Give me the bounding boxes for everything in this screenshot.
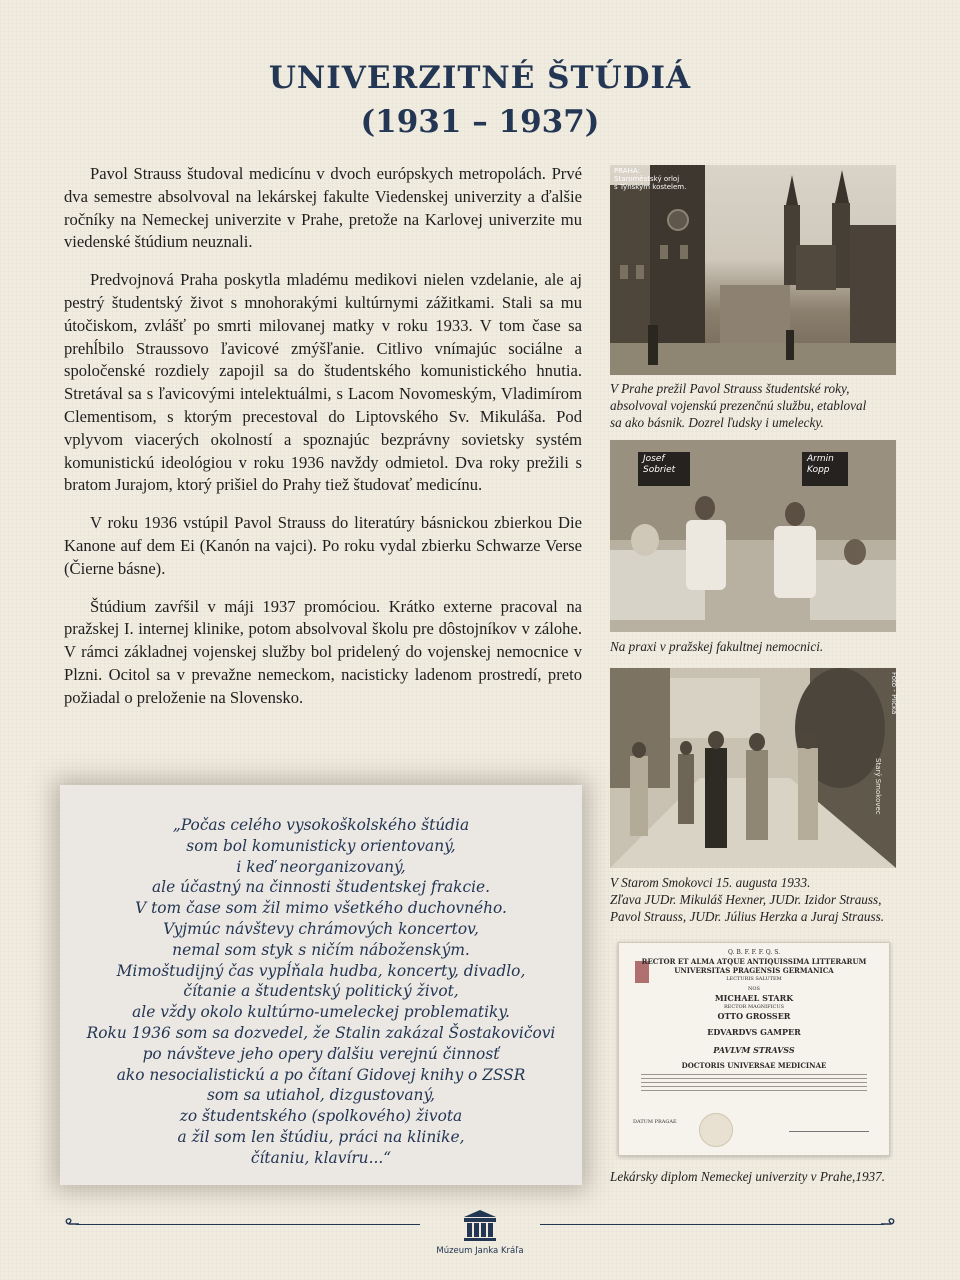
museum-logo-label: Múzeum Janka Kráľa — [436, 1246, 524, 1256]
sign-text: Armin — [807, 454, 834, 464]
body-text — [64, 163, 582, 725]
caption-line: Zľava JUDr. Mikuláš Hexner, JUDr. Izidor Strauss, — [610, 892, 882, 907]
caption-line: Pavol Strauss, JUDr. Július Herzka a Juraj Strauss. — [610, 909, 884, 924]
photo-credit: Foto - Plička — [890, 672, 898, 715]
caption-line: Na praxi v pražskej fakultnej nemocnici. — [610, 639, 824, 654]
quote-line: čítanie a študentský politický život, — [183, 982, 459, 1001]
quote-line: som sa utiahol, dizgustovaný, — [206, 1086, 436, 1105]
quote-line: i keď neorganizovaný, — [236, 857, 406, 876]
footer-divider-right — [540, 1224, 884, 1225]
photo-caption — [610, 874, 930, 925]
paragraph: Štúdium zavŕšil v máji 1937 promóciou. Krátko externe pracoval na pražskej I. internej klinike, potom absolvoval školu pre dôstojníkov v zálohe. V rámci základnej vojenskej služby bol pridelený do vojenskej nemocnice v Plzni. Ocitol sa v prevažne nemeckom, nacisticky ladenom prostredí, preto požiadal o preloženie na Slovensko. — [64, 596, 582, 707]
quote-line: „Počas celého vysokoškolského štúdia — [172, 816, 470, 834]
quote-line: zo študentského (spolkového) života — [179, 1107, 463, 1126]
quote-line: čítaniu, klavíru...“ — [250, 1148, 392, 1167]
quote-line: ale účastný na činnosti študentskej frakcie. — [151, 878, 491, 897]
diploma-seal — [699, 1113, 733, 1147]
quote-line: Vyjmúc návštevy chrámových koncertov, — [163, 919, 479, 938]
quote-line: V tom čase som žil mimo všetkého duchovného. — [135, 899, 507, 918]
diploma-photo — [618, 942, 890, 1156]
diploma-line: DOCTORIS UNIVERSAE MEDICINAE — [681, 1061, 827, 1070]
quote-line: Roku 1936 som sa dozvedel, že Stalin zakázal Šostakovičovi — [86, 1023, 556, 1042]
caption-line: absolvoval vojenskú prezenčnú službu, etabloval — [610, 398, 867, 413]
photo-caption — [610, 638, 910, 655]
photo-caption — [610, 380, 910, 431]
diploma-line: Q. B. F. F. F. Q. S. — [727, 949, 781, 956]
page-subtitle: (1931 – 1937) — [360, 104, 600, 140]
page-title: UNIVERZITNÉ ŠTÚDIÁ — [268, 60, 692, 96]
diploma-signature — [789, 1123, 869, 1132]
paragraph: Pavol Strauss študoval medicínu v dvoch európskych metropolách. Prvé dva semestre absolvoval na lekárskej fakulte Viedenskej univerzity a ďalšie ročníky na Nemeckej univerzite v Prahe, pretože na Karlovej univerzite mu viedenské štúdium neuznali. — [64, 164, 582, 252]
caption-line: V Starom Smokovci 15. augusta 1933. — [610, 875, 811, 890]
paragraph: V roku 1936 vstúpil Pavol Strauss do literatúry básnickou zbierkou Die Kanone auf dem Ei (Kanón na vajci). Po roku vydal zbierku Schwarze Verse (Čierne básne). — [64, 513, 582, 578]
footer-ornament-left — [62, 1216, 80, 1232]
photo-tag-line: PRAHA: — [614, 167, 640, 175]
diploma-line: EDVARDVS GAMPER — [707, 1027, 801, 1037]
photo-caption — [610, 1168, 930, 1185]
street-walk-photo — [610, 668, 896, 868]
sign-text: Josef — [643, 454, 665, 464]
quote-box — [60, 785, 582, 1185]
diploma-line: NOS — [748, 986, 760, 992]
diploma-line: OTTO GROSSER — [717, 1011, 791, 1021]
prague-square-photo — [610, 165, 896, 375]
footer-ornament-right — [880, 1216, 898, 1232]
quote-line: nemal som styk s ničím náboženským. — [172, 940, 470, 959]
quote-line: a žil som len štúdiu, práci na klinike, — [177, 1127, 465, 1146]
quote-line: som bol komunisticky orientovaný, — [186, 836, 456, 855]
quote-text — [60, 815, 582, 1169]
diploma-line: RECTOR MAGNIFICUS — [723, 1004, 784, 1010]
paragraph: Predvojnová Praha poskytla mladému medikovi nielen vzdelanie, ale aj pestrý študentský život s mnohorakými kultúrnymi zážitkami. Stali sa mu útočiskom, zvlášť po smrti milovanej matky v roku 1933. V tom čase sa prehĺbilo Straussovo ľavicové zmýšľanie. Citlivo vnímajúc sociálne a spoločenské rozdiely zapojil sa do študentského komunistického hnutia. Stretával sa s ľavicovými intelektuálmi, s Lacom Novomeským, Vladimírom Clementisom, s ktorým precestoval do Liptovského Sv. Mikuláša. Pod vplyvom viacerých okolností a spoznajúc bezprávny sovietsky systém komunistickú ideológiou v roku 1936 navždy odmietol. Dva roky prežili s bratom Jurajom, ktorý prišiel do Prahy tiež študovať medicínu. — [64, 270, 582, 495]
caption-line: V Prahe prežil Pavol Strauss študentské roky, — [610, 381, 850, 396]
diploma-line: LECTURIS SALUTEM — [726, 976, 782, 982]
footer-divider-left — [76, 1224, 420, 1225]
photo-tag-line: Staroměstský orloj — [614, 175, 680, 183]
sign-text: Kopp — [807, 465, 830, 475]
diploma-line: MICHAEL STARK — [714, 993, 794, 1003]
diploma-line: PAVLVM STRAVSS — [713, 1045, 795, 1055]
museum-building-icon — [462, 1208, 498, 1242]
photo-tag-line: s Týnským kostelem. — [614, 183, 687, 191]
caption-line: sa ako básnik. Dozrel ľudsky i umelecky. — [610, 415, 824, 430]
diploma-line: RECTOR ET ALMA ATQUE ANTIQUISSIMA LITTERARUM — [641, 957, 867, 966]
diploma-line: DATUM PRAGAE — [633, 1119, 677, 1125]
quote-line: ale vždy okolo kultúrno-umeleckej problematiky. — [132, 1003, 510, 1022]
quote-line: ako nesocialistickú a po čítaní Gidovej knihy o ZSSR — [116, 1065, 526, 1084]
sign-text: Sobriet — [643, 465, 676, 475]
quote-line: po návšteve jeho opery ďalšiu verejnú činnosť — [142, 1044, 500, 1063]
photo-location-tag: Starý Smokovec — [874, 758, 882, 815]
diploma-line: UNIVERSITAS PRAGENSIS GERMANICA — [674, 966, 834, 975]
caption-line: Lekársky diplom Nemeckej univerzity v Prahe,1937. — [610, 1169, 886, 1184]
quote-line: Mimoštudijný čas vypĺňala hudba, koncerty, divadlo, — [116, 961, 526, 980]
hospital-ward-photo — [610, 440, 896, 632]
